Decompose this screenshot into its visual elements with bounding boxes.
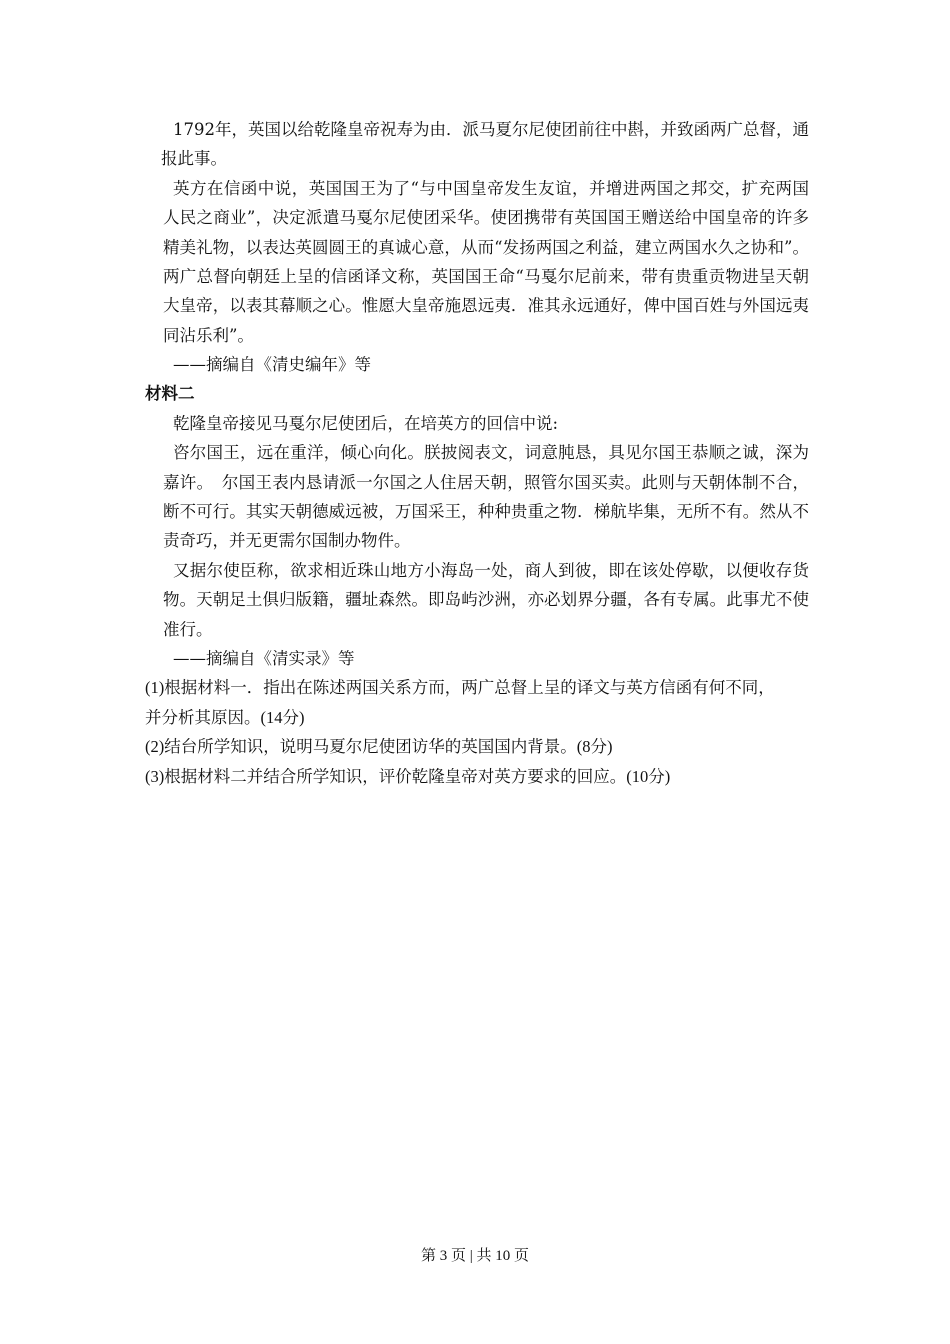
paragraph-line: 物。天朝足土俱归版籍，疆址森然。即岛屿沙洲，亦必划界分疆，各有专属。此事尤不使	[163, 590, 809, 610]
source-citation: ——摘编自《清史编年》等	[173, 355, 371, 375]
paragraph-line: 又据尔使臣称，欲求相近珠山地方小海岛一处，商人到彼，即在该处停歇，以便收存货	[173, 560, 809, 580]
question-1: (1)根据材料一．指出在陈述两国关系方而，两广总督上呈的译文与英方信函有何不同，	[145, 678, 775, 698]
question-1-cont: 并分析其原因。(14分)	[145, 707, 305, 727]
source-citation: ——摘编自《清实录》等	[173, 649, 355, 669]
page-footer: 第 3 页 | 共 10 页	[420, 1248, 529, 1264]
paragraph-line: 准行。	[163, 619, 213, 639]
paragraph-line: 大皇帝，以表其幕顺之心。惟愿大皇帝施恩远夷．准其永远通好，俾中国百姓与外国远夷	[163, 296, 809, 316]
section-heading: 材料二	[145, 384, 195, 403]
paragraph-line: 同沾乐利”。	[163, 325, 254, 345]
paragraph-line: 精美礼物，以表达英圆圆王的真诚心意，从而“发扬两国之利益，建立两国水久之协和”。	[163, 237, 809, 257]
paragraph-line: 报此事。	[161, 149, 227, 169]
paragraph-line: 嘉许。 尔国王表内恳请派一尔国之人住居天朝，照管尔国买卖。此则与天朝体制不合，	[163, 472, 809, 492]
paragraph-line: 责奇巧，并无更需尔国制办物件。	[163, 531, 411, 551]
paragraph-line: 咨尔国王，远在重洋，倾心向化。朕披阅表文，词意肫恳，具见尔国王恭顺之诚，深为	[173, 443, 809, 463]
question-2: (2)结台所学知识，说明马夏尔尼使团访华的英国国内背景。(8分)	[145, 737, 613, 757]
paragraph-line: 乾隆皇帝接见马戛尔尼使团后，在培英方的回信中说:	[173, 413, 559, 433]
paragraph-line: 1792年，英国以给乾隆皇帝祝寿为由．派马夏尔尼使团前往中斟，并致函两广总督，通	[173, 120, 809, 139]
question-3: (3)根据材料二并结合所学知识，评价乾隆皇帝对英方要求的回应。(10分)	[145, 766, 671, 786]
paragraph-line: 人民之商业”，决定派遣马戛尔尼使团采华。使团携带有英国国王赠送给中国皇帝的许多	[163, 208, 809, 228]
paragraph-line: 英方在信函中说，英国国王为了“与中国皇帝发生友谊，并增进两国之邦交，扩充两国	[173, 178, 809, 198]
paragraph-line: 两广总督向朝廷上呈的信函译文称，英国国王命“马戛尔尼前来，带有贵重贡物进呈天朝	[163, 266, 809, 286]
document-body	[145, 115, 809, 791]
paragraph-line: 断不可行。其实天朝德威远被，万国采王，种种贵重之物．梯航毕集，无所不有。然从不	[163, 502, 809, 522]
